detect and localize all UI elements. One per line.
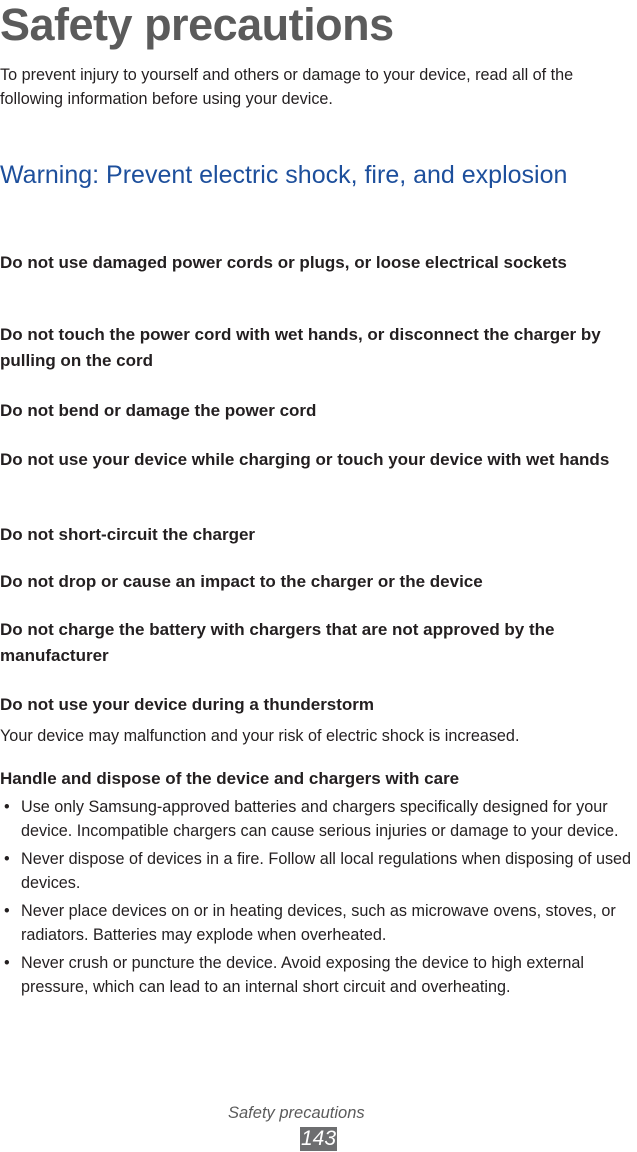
list-item-text: Use only Samsung-approved batteries and chargers specifically designed for your device. Incompatible chargers can cause serious injuries or damage to your device. [21,798,619,840]
page-number-badge: 143 [300,1127,337,1150]
bullet-icon: • [4,798,10,816]
handle-heading: Handle and dispose of the device and chargers with care [0,769,460,788]
bullet-icon: • [4,850,10,868]
handle-bullet-list [0,795,637,1003]
rule-short-circuit: Do not short-circuit the charger [0,525,256,544]
footer-section-label: Safety precautions [228,1104,365,1122]
list-item [0,899,637,947]
rule-thunderstorm: Do not use your device during a thunderstorm [0,695,375,714]
thunderstorm-note: Your device may malfunction and your risk of electric shock is increased. [0,727,520,745]
page-title: Safety precautions [0,0,394,50]
list-item-text: Never dispose of devices in a fire. Follow all local regulations when disposing of used devices. [21,850,632,892]
list-item [0,847,637,895]
rule-damaged-cords: Do not use damaged power cords or plugs, or loose electrical sockets [0,253,567,272]
rule-bend-cord: Do not bend or damage the power cord [0,401,317,420]
intro-paragraph: To prevent injury to yourself and others or damage to your device, read all of the following information before using your device. [0,66,574,108]
list-item-text: Never crush or puncture the device. Avoid exposing the device to high external pressure, which can lead to an internal short circuit and overheating. [21,954,585,996]
warning-heading: Warning: Prevent electric shock, fire, and explosion [0,161,568,189]
rule-charging-wet-hands: Do not use your device while charging or touch your device with wet hands [0,450,610,469]
rule-wet-hands-cord: Do not touch the power cord with wet hands, or disconnect the charger by pulling on the cord [0,325,601,370]
list-item [0,951,637,999]
rule-unapproved-chargers: Do not charge the battery with chargers that are not approved by the manufacturer [0,620,555,665]
bullet-icon: • [4,954,10,972]
list-item-text: Never place devices on or in heating devices, such as microwave ovens, stoves, or radiators. Batteries may explode when overheated. [21,902,616,944]
rule-drop-impact: Do not drop or cause an impact to the charger or the device [0,572,483,591]
bullet-icon: • [4,902,10,920]
list-item [0,795,637,843]
